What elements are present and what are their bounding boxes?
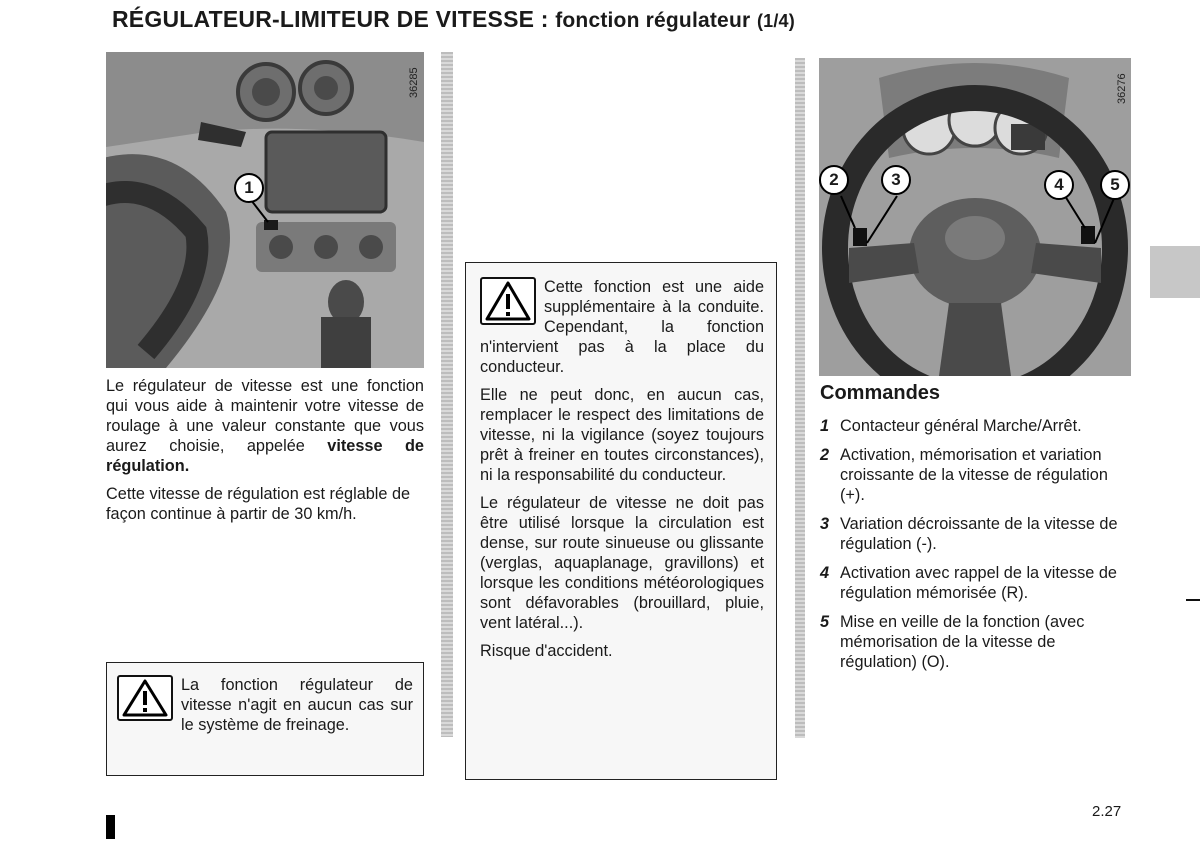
warning-paragraph-2: Elle ne peut donc, en aucun cas, remplacer le respect des limitations de vitesse, ni la vigilance (soyez toujours prêt à freiner en toutes circonstances), ni la responsabilité du conducteur.: [480, 386, 764, 484]
dashboard-photo: [106, 52, 424, 368]
braking-warning-text: La fonction régulateur de vitesse n'agit en aucun cas sur le système de freinage.: [181, 676, 413, 734]
warning-paragraph-1: Cette fonction est une aide supplémentaire à la conduite. Cependant, la fonction n'intervient pas à la place du conducteur.: [480, 278, 764, 376]
intro-bold: vitesse de régulation.: [106, 437, 424, 475]
list-item: [820, 445, 1132, 505]
callout-5: 5: [1100, 170, 1130, 200]
intro-paragraph: [106, 376, 424, 476]
list-item-text: Variation décroissante de la vitesse de régulation (-).: [840, 515, 1118, 553]
title-sub: fonction régulateur: [555, 9, 751, 32]
main-warning-box: [465, 262, 777, 780]
callout-2: 2: [819, 165, 849, 195]
page-number: 2.27: [1092, 803, 1122, 820]
list-item-number: 1: [820, 417, 830, 435]
column-divider-right: [795, 58, 805, 738]
photo-number-right: 36276: [1116, 73, 1128, 104]
list-item: [820, 514, 1132, 554]
braking-warning-box: [106, 662, 424, 776]
page-title: [112, 6, 795, 33]
warning-icon: [117, 675, 173, 721]
commands-list: [820, 416, 1132, 681]
list-item-number: 4: [820, 564, 830, 582]
list-item-number: 3: [820, 515, 830, 533]
range-paragraph: Cette vitesse de régulation est réglable de façon continue à partir de 30 km/h.: [106, 485, 411, 523]
list-item-text: Contacteur général Marche/Arrêt.: [840, 417, 1082, 435]
chapter-tab: [1150, 246, 1200, 298]
list-item: [820, 563, 1132, 603]
list-item-text: Activation, mémorisation et variation croissante de la vitesse de régulation (+).: [840, 446, 1108, 504]
warning-paragraph-4: Risque d'accident.: [480, 642, 613, 660]
callout-4: 4: [1044, 170, 1074, 200]
section-title-commandes: Commandes: [820, 382, 941, 404]
list-item-number: 5: [820, 613, 830, 631]
column-divider-left: [441, 52, 453, 737]
list-item-text: Mise en veille de la fonction (avec mémorisation de la vitesse de régulation) (O).: [840, 613, 1085, 671]
edge-mark: [1186, 599, 1200, 601]
steering-wheel-illustration: [819, 58, 1131, 376]
photo-number-left: 36285: [408, 67, 420, 98]
bottom-left-mark: [106, 815, 115, 839]
list-item-text: Activation avec rappel de la vitesse de régulation mémorisée (R).: [840, 564, 1117, 602]
callout-3: 3: [881, 165, 911, 195]
title-part: (1/4): [756, 11, 795, 31]
intro-text: Le régulateur de vitesse est une fonction qui vous aide à maintenir votre vitesse de roulage à une valeur constante que vous aurez choisie, appelée: [106, 377, 424, 455]
callout-1: 1: [234, 173, 264, 203]
list-item: [820, 612, 1132, 672]
dashboard-illustration: [106, 52, 424, 368]
warning-paragraph-3: Le régulateur de vitesse ne doit pas être utilisé lorsque la circulation est dense, sur route sinueuse ou glissante (verglas, aquaplanage, gravillons) et lorsque les conditions météorologiques sont défavorables (brouillard, pluie, vent latéral...).: [480, 494, 764, 632]
left-text: [106, 376, 424, 532]
list-item: [820, 416, 1132, 436]
warning-icon: [480, 277, 536, 325]
list-item-number: 2: [820, 446, 830, 464]
steering-wheel-photo: [819, 58, 1131, 376]
title-main: RÉGULATEUR-LIMITEUR DE VITESSE :: [112, 6, 549, 32]
